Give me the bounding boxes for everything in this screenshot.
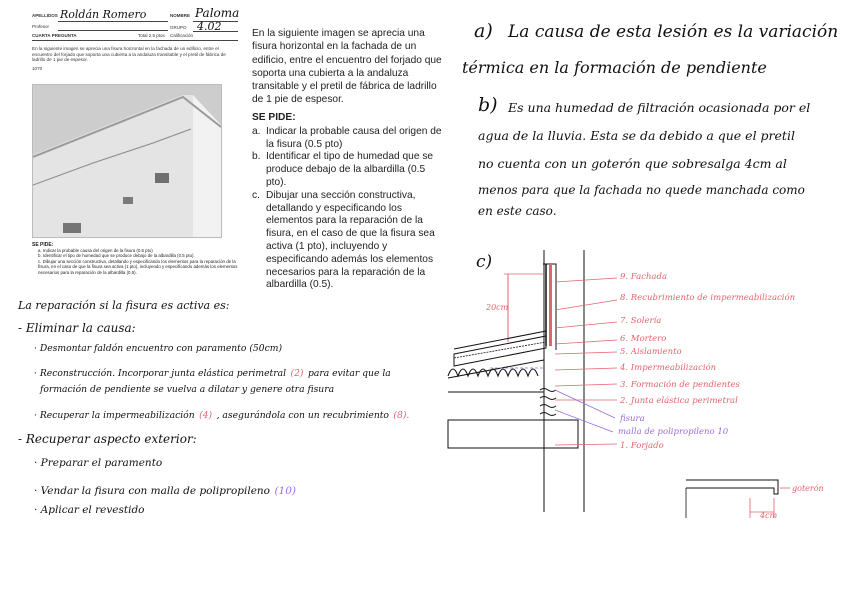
profesor-label: Profesor	[32, 24, 50, 29]
se-pide-item-b: b. Identificar el tipo de humedad que se produce debajo de la albardilla (0.5 pto).	[252, 151, 434, 188]
apellidos-label: APELLIDOS	[32, 13, 58, 18]
dimension-label: 20cm	[486, 303, 509, 312]
answer-c-label: c)	[476, 252, 493, 272]
grupo-value: 4.02	[197, 20, 222, 33]
statement: En la siguiente imagen se aprecia una fisura horizontal en la fachada de un edificio, entre el encuentro del forjado que soporta una cubierta a la andaluza transitable y el pretil de fábrica de ladrillo de 1 pie de espesor.	[252, 28, 442, 106]
small-statement: En la siguiente imagen se aprecia una fisura horizontal en la fachada de un edificio, entre el encuentro del forjado que soporta una cubierta a la andaluza transitable y el pretil de fábrica de ladrillo de 1 pie de espesor.	[32, 46, 226, 63]
legend-item-4: 4. Impermeabilización	[620, 363, 717, 373]
small-se-pide-title: SE PIDE:	[32, 242, 54, 248]
answer-b-line5: en este caso.	[478, 204, 557, 218]
grupo-label: GRUPO	[170, 25, 187, 30]
nombre-label: NOMBRE	[170, 13, 190, 18]
legend-arrows	[555, 270, 625, 460]
legend-item-5: 5. Aislamiento	[620, 347, 682, 357]
apellidos-value: Roldán Romero	[60, 8, 147, 21]
se-pide-title: SE PIDE:	[252, 112, 296, 123]
goteron-label: goterón	[792, 484, 824, 493]
section2-item-3: · Aplicar el revestido	[34, 504, 145, 516]
goteron-dimension: 4cm	[760, 511, 778, 520]
goteron-detail	[684, 474, 794, 524]
section2-item-2: · Vendar la fisura con malla de polipropileno (10)	[34, 485, 297, 497]
answer-a-label: a)	[474, 20, 493, 42]
small-se-pide	[32, 242, 240, 275]
legend-item-3: 3. Formación de pendientes	[620, 380, 740, 390]
se-pide-item-c: c. Dibujar una sección constructiva, detallando y especificando los elementos para la reparación de la fisura, en el caso de que la fisura sea activa (1 pto), incluyendo y especificando además los elementos necesarios para la reparación de la albardilla (0.5).	[252, 189, 435, 291]
section1-item-2: · Reconstrucción. Incorporar junta elástica perimetral (2) para evitar que la	[34, 368, 391, 379]
section1-item-3: formación de pendiente se vuelva a dilatar y genere otra fisura	[40, 384, 335, 395]
total-label: Total 2.5 ptos	[138, 33, 165, 38]
small-se-pide-item-b: b. Identificar el tipo de humedad que se produce debajo de la albardilla (0.5 pto).	[38, 253, 195, 259]
nombre-value: Paloma	[195, 6, 240, 20]
small-se-pide-item-c: c. Dibujar una sección constructiva, detallando y especificando los elementos para la reparación de la fisura, en el caso de que la fisura sea activa (1 pto), incluyendo y especificando además los elementos necesarios para la reparación de la albardilla (0.5).	[38, 258, 238, 275]
se-pide	[252, 112, 444, 292]
pregunta-label: CUARTA PREGUNTA	[32, 33, 77, 38]
answer-a-line1: La causa de esta lesión es la variación	[508, 22, 839, 42]
legend-item-1: 1. Forjado	[620, 441, 664, 451]
legend-item-8: 8. Recubrimiento de impermeabilización	[620, 293, 796, 303]
facade-photo-drawing	[33, 85, 221, 237]
answer-b-line2: agua de la lluvia. Esta se da debido a que el pretil	[478, 128, 795, 143]
answer-b-line4: menos para que la fachada no quede manchada como	[478, 183, 805, 197]
section1-item-1: · Desmontar faldón encuentro con paramento (50cm)	[34, 343, 283, 354]
photo-number: 1070	[32, 66, 43, 71]
section2-item-1: · Preparar el paramento	[34, 457, 163, 469]
legend-item-7: 7. Solería	[620, 316, 662, 326]
facade-photo	[32, 84, 222, 238]
calificacion-label: Calificación	[170, 33, 194, 38]
answer-b-line3: no cuenta con un goterón que sobresalga 4cm al	[478, 156, 787, 171]
legend-item-fisura: fisura	[620, 414, 645, 424]
small-se-pide-item-a: a. Indicar la probable causa del origen de la fisura (0.5 pto)	[38, 248, 153, 253]
legend-item-6: 6. Mortero	[620, 334, 667, 344]
legend-item-9: 9. Fachada	[620, 272, 668, 282]
answer-a-line2: térmica en la formación de pendiente	[462, 58, 767, 77]
repair-intro: La reparación si la fisura es activa es:	[18, 299, 230, 312]
section1-item-4: · Recuperar la impermeabilización (4) , asegurándola con un recubrimiento (8).	[34, 410, 410, 421]
se-pide-item-a: a. Indicar la probable causa del origen de la fisura (0.5 pto)	[252, 125, 442, 150]
answer-b-label: b)	[478, 94, 498, 116]
section2-title: - Recuperar aspecto exterior:	[18, 432, 197, 446]
answer-b-line1: Es una humedad de filtración ocasionada por el	[508, 100, 811, 115]
section1-title: - Eliminar la causa:	[18, 321, 136, 335]
legend-item-2: 2. Junta elástica perimetral	[620, 396, 738, 406]
legend-item-malla: malla de polipropileno 10	[618, 427, 729, 437]
